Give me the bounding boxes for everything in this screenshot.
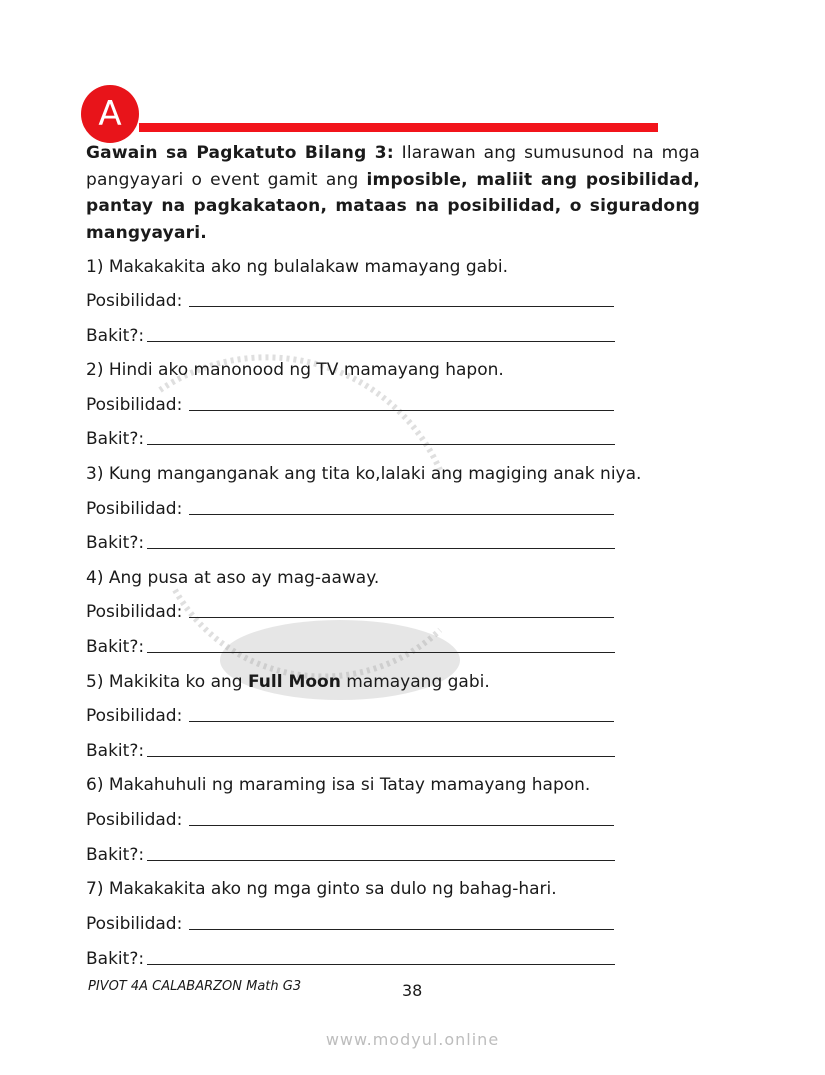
possibility-answer-line[interactable] xyxy=(189,514,614,515)
reason-answer-line[interactable] xyxy=(147,444,615,445)
question-3: 3) Kung manganganak ang tita ko,lalaki ang magiging anak niya. xyxy=(86,464,642,484)
possibility-label: Posibilidad: xyxy=(86,914,183,934)
reason-label: Bakit?: xyxy=(86,741,145,761)
possibility-label: Posibilidad: xyxy=(86,810,183,830)
possibility-answer-line[interactable] xyxy=(189,617,614,618)
possibility-label: Posibilidad: xyxy=(86,291,183,311)
possibility-answer-line[interactable] xyxy=(189,929,614,930)
reason-answer-line[interactable] xyxy=(147,756,615,757)
site-watermark: www.modyul.online xyxy=(325,1030,500,1049)
reason-label: Bakit?: xyxy=(86,429,145,449)
reason-answer-line[interactable] xyxy=(147,860,615,861)
reason-label: Bakit?: xyxy=(86,326,145,346)
question-5-highlight: Full Moon xyxy=(248,672,341,692)
possibility-answer-line[interactable] xyxy=(189,410,614,411)
reason-answer-line[interactable] xyxy=(147,548,615,549)
question-2: 2) Hindi ako manonood ng TV mamayang hapon. xyxy=(86,360,504,380)
reason-answer-line[interactable] xyxy=(147,341,615,342)
question-5-text: 5) Makikita ko ang xyxy=(86,672,248,692)
reason-answer-line[interactable] xyxy=(147,652,615,653)
activity-title: Gawain sa Pagkatuto Bilang 3: xyxy=(86,143,394,163)
question-5-text-end: mamayang gabi. xyxy=(340,672,490,692)
instructions-text: Ilarawan ang sumusunod na mga pangyayari o event gamit ang xyxy=(86,143,700,190)
possibility-answer-line[interactable] xyxy=(189,306,614,307)
reason-label: Bakit?: xyxy=(86,637,145,657)
reason-label: Bakit?: xyxy=(86,533,145,553)
reason-answer-line[interactable] xyxy=(147,964,615,965)
possibility-options: imposible, maliit ang posibilidad, pantay na pagkakataon, mataas na posibilidad, o siguradong mangyayari. xyxy=(86,169,700,243)
question-6: 6) Makahuhuli ng maraming isa si Tatay mamayang hapon. xyxy=(86,775,591,795)
question-5 xyxy=(86,671,490,693)
question-7: 7) Makakakita ako ng mga ginto sa dulo ng bahag-hari. xyxy=(86,879,557,899)
possibility-label: Posibilidad: xyxy=(86,706,183,726)
question-1: 1) Makakakita ako ng bulalakaw mamayang gabi. xyxy=(86,257,508,277)
possibility-answer-line[interactable] xyxy=(189,721,614,722)
footer-source: PIVOT 4A CALABARZON Math G3 xyxy=(88,979,302,994)
deped-seal-watermark xyxy=(140,330,480,730)
page-number: 38 xyxy=(402,981,423,1000)
possibility-answer-line[interactable] xyxy=(189,825,614,826)
section-badge: A xyxy=(81,85,139,143)
reason-label: Bakit?: xyxy=(86,845,145,865)
activity-instructions xyxy=(86,140,700,246)
possibility-label: Posibilidad: xyxy=(86,499,183,519)
reason-label: Bakit?: xyxy=(86,949,145,969)
possibility-label: Posibilidad: xyxy=(86,602,183,622)
possibility-label: Posibilidad: xyxy=(86,395,183,415)
section-header-bar xyxy=(139,123,658,132)
question-4: 4) Ang pusa at aso ay mag-aaway. xyxy=(86,568,380,588)
